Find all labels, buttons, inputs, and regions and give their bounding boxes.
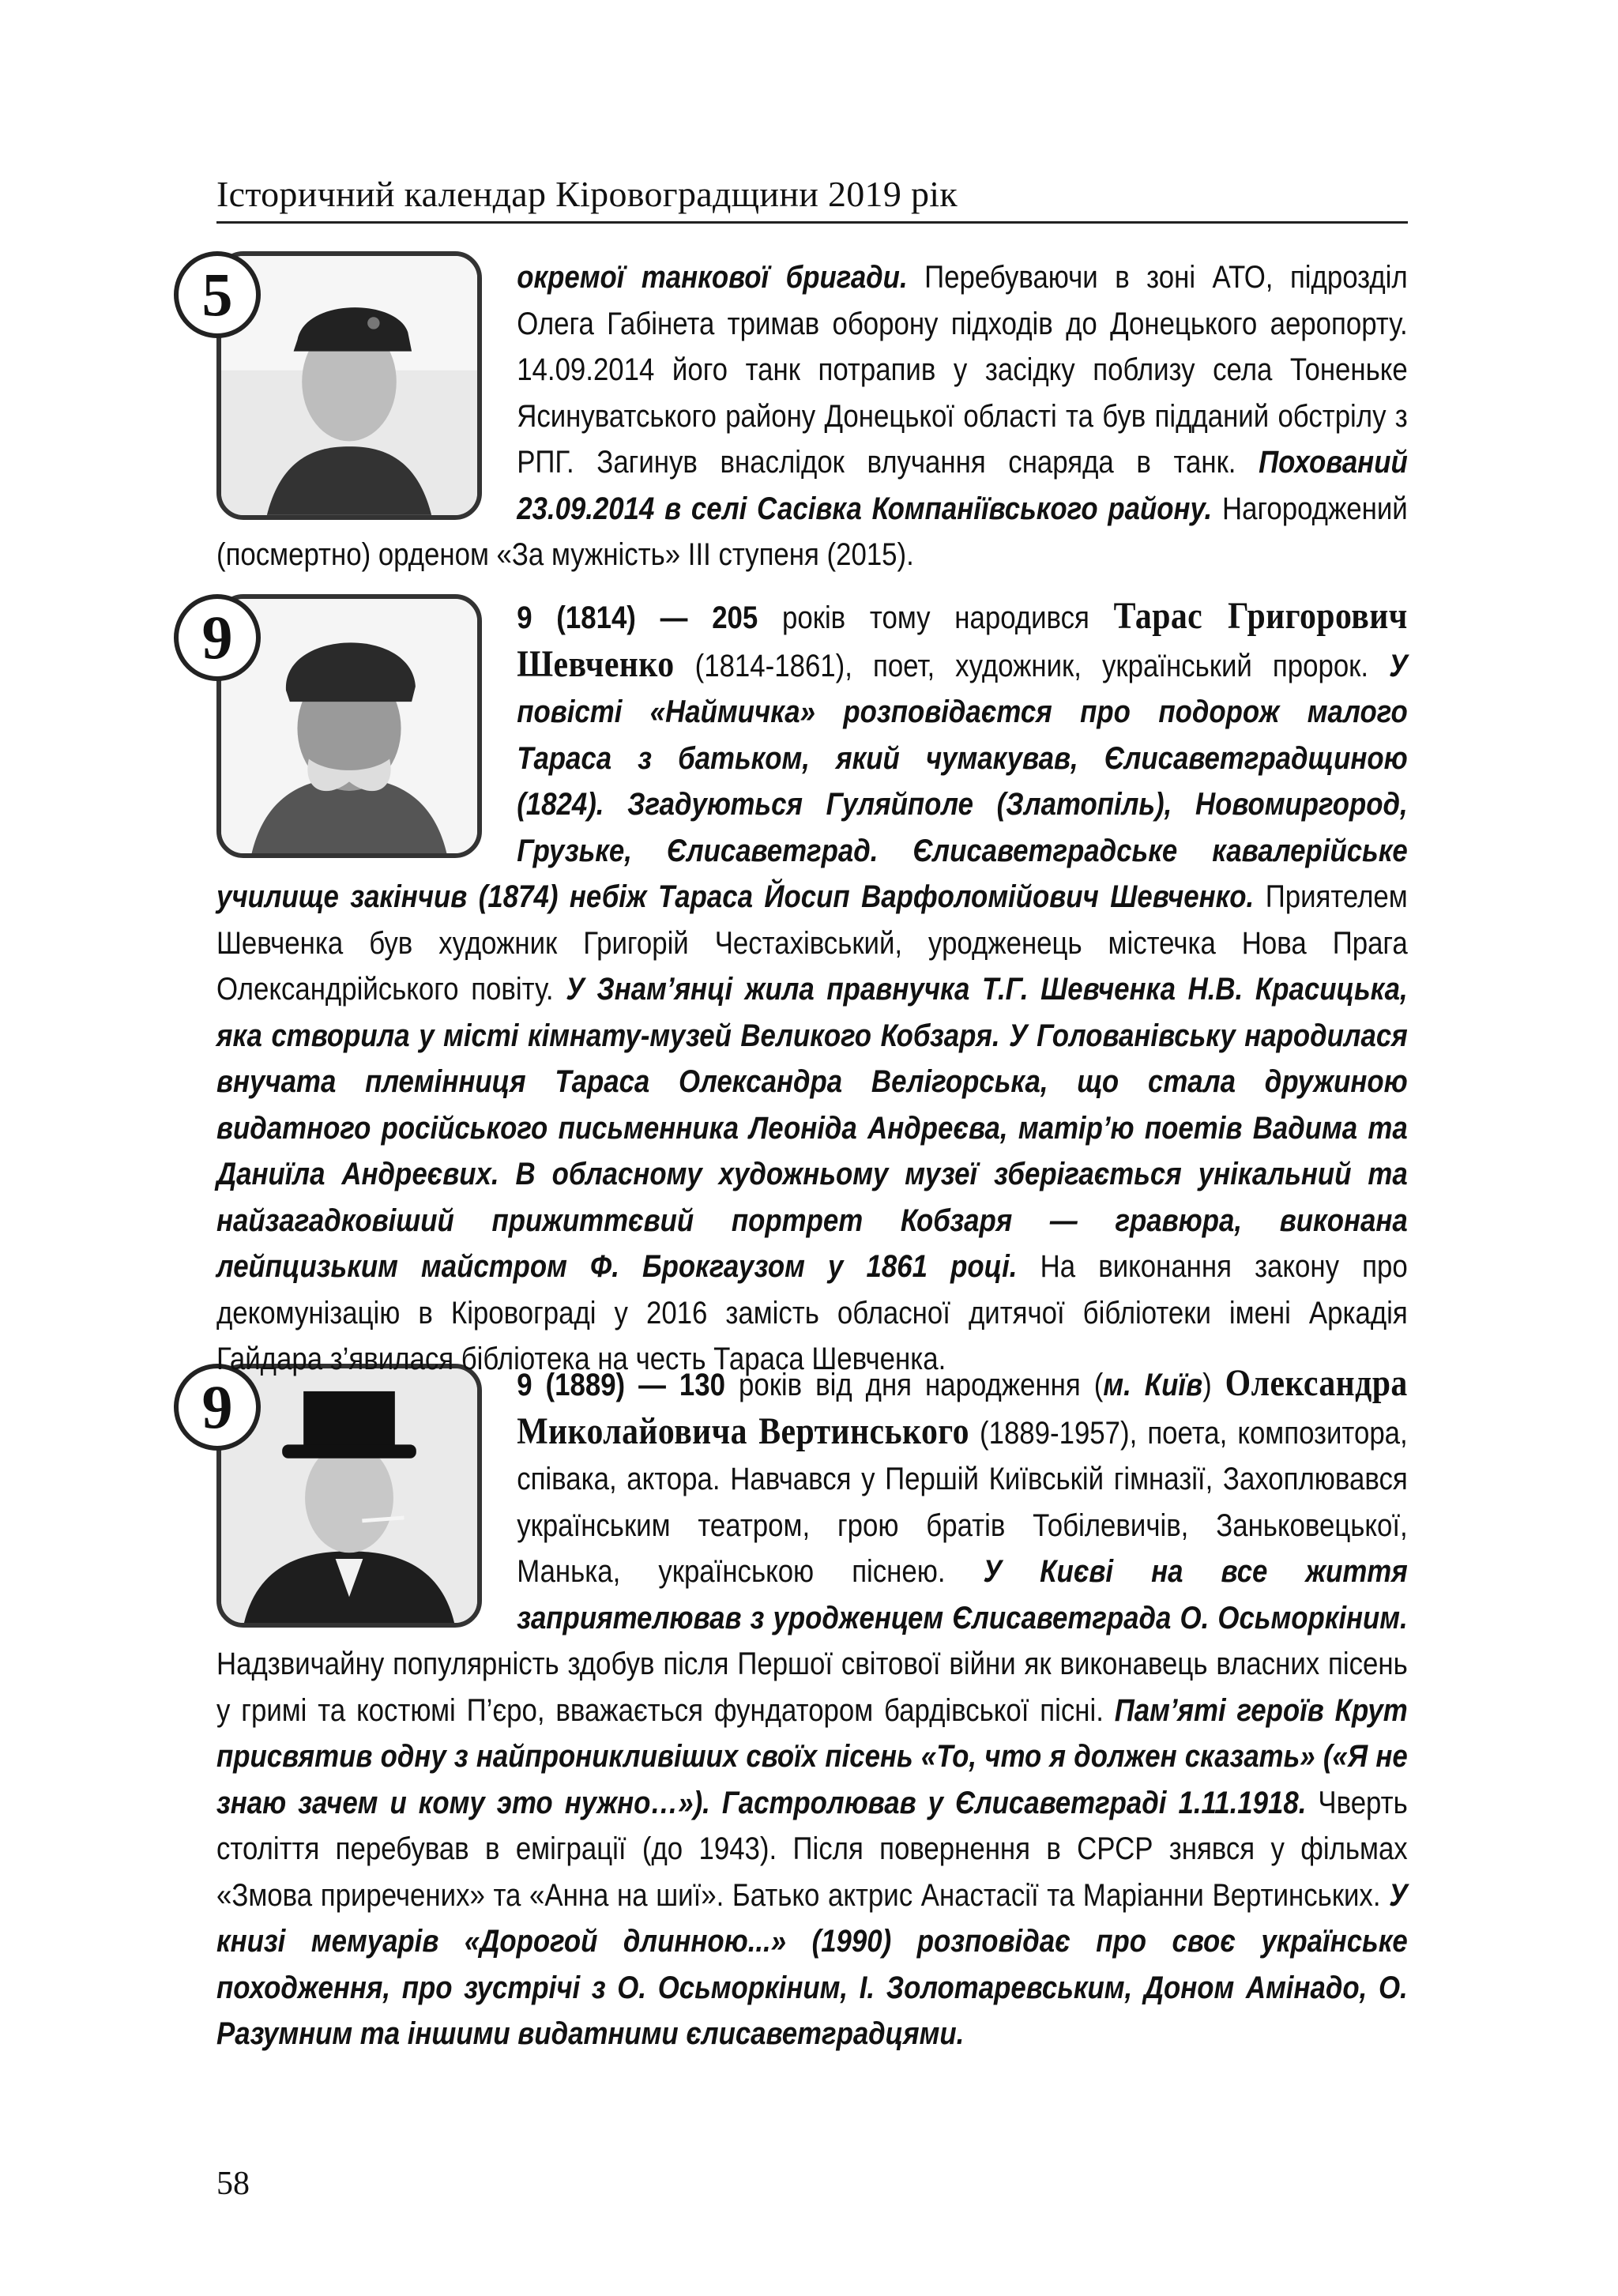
entry-1-run-1: Перебуваючи в зоні АТО, підрозділ Олега Габінета тримав оборону підходів до Донецького аеропорту. 14.09.2014 його танк потрапив у засідку поблизу села Тоненьке Ясинуватського району Донецької області та був підданий обстрілу з РПГ. Загинув внаслідок влучання снаряда в танк. [517,260,1408,480]
entry-3-run-5: (1889-1957), поета, композитора, співака, актора. Навчався у Першій Київській гімназії, Захоплювався українським театром, грою братів Тобілевичів, Заньковецької, Манька, українською піснею. [517,1415,1408,1589]
entry-1-run-2: Похований 23.09.2014 в селі Сасівка Компаніївського району. [517,445,1408,526]
date-badge-2: 9 [174,594,261,681]
float-spacer [216,1361,517,1632]
entry-3-run-0: 9 (1889) — 130 [517,1368,725,1402]
entry-2-run-3: (1814-1861), поет, художник, український пророк. [674,648,1390,683]
entry-1-run-0: окремої танкової бригади. [517,260,908,295]
entry-1-run-3: Нагороджений (посмертно) орденом «За мужність» ІІІ ступеня (2015). [216,491,1408,572]
entry-2-text [216,593,1408,1383]
entry-2-run-7: На виконання закону про декомунізацію в Кіровограді у 2016 замість обласної дитячої бібліотеки імені Аркадія Гайдара з’явилася бібліотека на честь Тараса Шевченка. [216,1249,1408,1376]
entry-3-run-3: ) [1202,1368,1225,1402]
running-header [216,175,1408,224]
date-badge-3: 9 [174,1364,261,1451]
date-badge-1: 5 [174,251,261,338]
entry-3-run-10: У книзі мемуарів «Дорогой длинною...» (1990) розповідає про своє українське походження, про зустрічі з О. Осьморкіним, І. Золотаревським, Доном Амінадо, О. Разумним та іншими видатними єлисаветградцями. [216,1877,1408,2051]
entry-2-run-1: років тому народився [758,600,1114,635]
entry-2-run-6: У Знам’янці жила правнучка Т.Г. Шевченка Н.В. Красицька, яка створила у місті кімнату-музей Великого Кобзаря. У Голованівську народилася внучата племінниця Тараса Олександра Велігорська, що стала дружиною видатного російського письменника Леоніда Андреєва, матір’ю поетів Вадима та Даниїла Андреєвих. В обласному художньому музеї зберігається унікальний та найзагадковіший прижиттєвий портрет Кобзаря — гравюра, виконана лейпцизьким майстром Ф. Брокгаузом у 1861 році. [216,972,1408,1284]
entry-2-text-wrap [216,593,1408,1383]
page-number: 58 [216,2166,250,2202]
entry-3-run-6: У Києві на все життя заприятелював з уродженцем Єлисаветграда О. Осьморкіним. [517,1554,1408,1635]
entry-3-run-9: Чверть століття перебував в еміграції (до 1943). Після повернення в СРСР знявся у фільмах «Змова приречених» та «Анна на шиї». Батько актрис Анастасії та Маріанни Вертинських. [216,1785,1408,1913]
entry-3-run-4: Олександра Миколайовича Вертинського [517,1362,1408,1452]
entry-2-run-4: У повісті «Наймичка» розповідаєтся про подорож малого Тараса з батьком, який чумакував, Єлисаветградщиною (1824). Згадуються Гуляйполе (Златопіль), Новомиргород, Грузьке, Єлисаветград. Єлисаветградське кавалерійське училище закінчив (1874) небіж Тараса Йосип Варфоломійович Шевченко. [216,648,1408,914]
entry-3-run-1: років від дня народження ( [724,1368,1104,1402]
entry-2-run-2: Тарас Григорович Шевченко [517,595,1408,685]
entry-3-text-wrap [216,1361,1408,2057]
entry-3-run-8: Пам’яті героїв Крут присвятив одну з найпроникливіших своїх пісень «То, что я должен сказать» («Я не знаю зачем и кому это нужно…»). Гастролював у Єлисаветграді 1.11.1918. [216,1692,1408,1820]
entry-3-run-7: Надзвичайну популярність здобув після Першої світової війни як виконавець власних пісень у гримі та костюмі П’єро, вважається фундатором бардівської пісні. [216,1647,1408,1728]
entry-2-run-5: Приятелем Шевченка був художник Григорій Честахівський, уродженець містечка Нова Прага Олександрійського повіту. [216,879,1408,1007]
entry-1-text-wrap [216,254,1408,578]
header-title: Історичний календар Кіровоградщини 2019 рік [216,174,958,214]
entry-3-text [216,1361,1408,2057]
entry-1-text [216,254,1408,578]
entry-3-run-2: м. Київ [1103,1368,1203,1402]
float-spacer [216,593,517,864]
entry-2-run-0: 9 (1814) — 205 [517,600,758,635]
float-spacer [216,254,517,525]
